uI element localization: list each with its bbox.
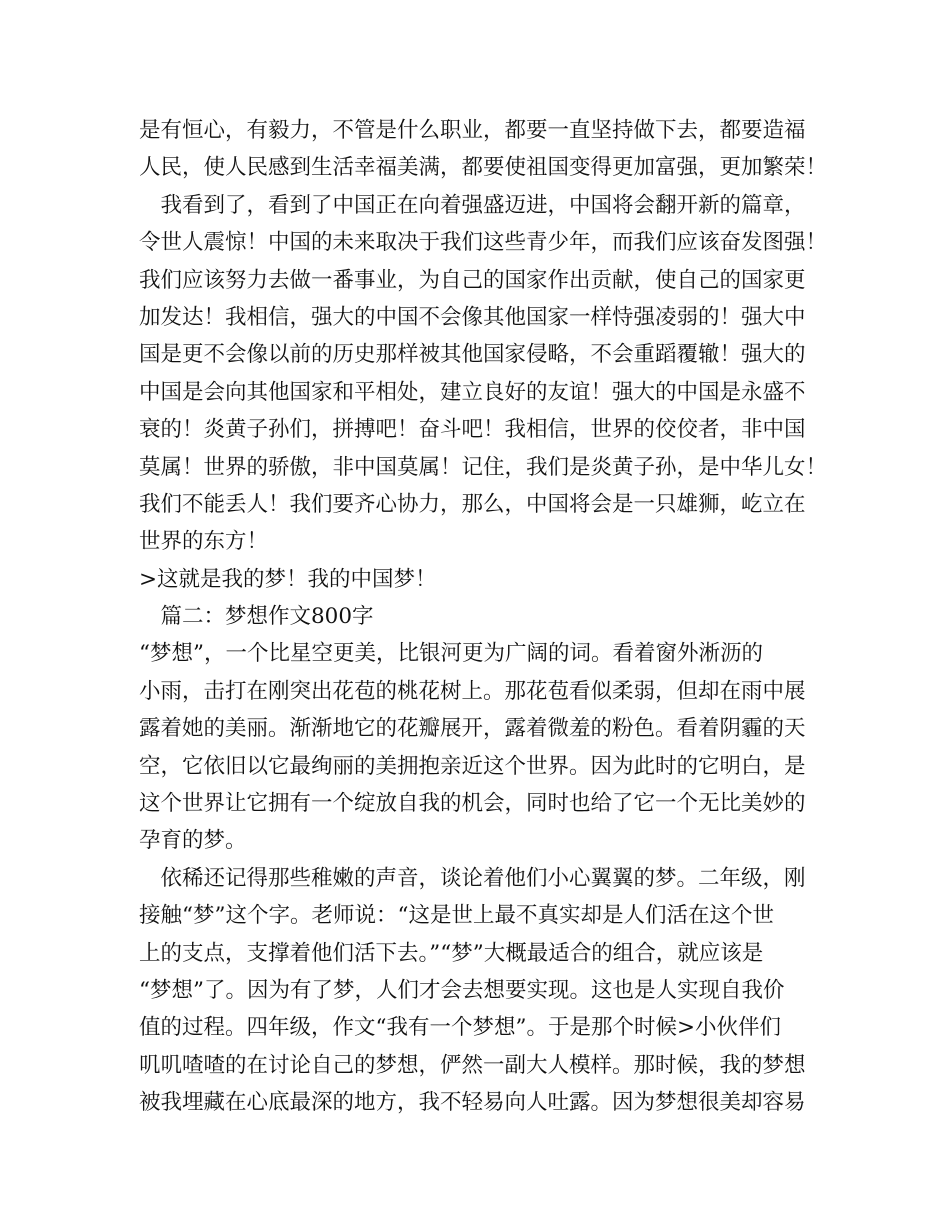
text-line: 被我埋藏在心底最深的地方，我不轻易向人吐露。因为梦想很美却容易 bbox=[139, 1090, 806, 1116]
text-line: 上的支点，支撑着他们活下去。”“梦”大概最适合的组合，就应该是 bbox=[139, 940, 764, 966]
text-line: 世界的东方！ bbox=[139, 529, 269, 555]
text-line: 空，它依旧以它最绚丽的美拥抱亲近这个世界。因为此时的它明白，是 bbox=[139, 753, 806, 779]
text-line: 依稀还记得那些稚嫩的声音，谈论着他们小心翼翼的梦。二年级，刚 bbox=[139, 865, 806, 891]
text-line: 令世人震惊！中国的未来取决于我们这些青少年，而我们应该奋发图强！ bbox=[139, 230, 828, 256]
text-line: 露着她的美丽。渐渐地它的花瓣展开，露着微羞的粉色。看着阴霾的天 bbox=[139, 716, 806, 742]
text-line: 我看到了，看到了中国正在向着强盛迈进，中国将会翻开新的篇章， bbox=[139, 192, 806, 218]
text-line: 中国是会向其他国家和平相处，建立良好的友谊！强大的中国是永盛不 bbox=[139, 379, 806, 405]
section-heading: 篇二：梦想作文800字 bbox=[139, 604, 374, 630]
text-line: 叽叽喳喳的在讨论自己的梦想，俨然一副大人模样。那时候，我的梦想 bbox=[139, 1052, 806, 1078]
text-line: 值的过程。四年级，作文“我有一个梦想”。于是那个时候>小伙伴们 bbox=[139, 1015, 782, 1041]
text-line: 我们不能丢人！我们要齐心协力，那么，中国将会是一只雄狮，屹立在 bbox=[139, 491, 806, 517]
text-line: 小雨，击打在刚突出花苞的桃花树上。那花苞看似柔弱，但却在雨中展 bbox=[139, 678, 806, 704]
text-line: 人民，使人民感到生活幸福美满，都要使祖国变得更加富强，更加繁荣！ bbox=[139, 155, 828, 181]
text-line: 是有恒心，有毅力，不管是什么职业，都要一直坚持做下去，都要造福 bbox=[139, 118, 806, 143]
text-line: “梦想”了。因为有了梦，人们才会去想要实现。这也是人实现自我价 bbox=[139, 977, 785, 1003]
text-line: 我们应该努力去做一番事业，为自己的国家作出贡献，使自己的国家更 bbox=[139, 267, 806, 293]
document-page bbox=[139, 112, 829, 1122]
text-line: 莫属！世界的骄傲，非中国莫属！记住，我们是炎黄子孙，是中华儿女！ bbox=[139, 454, 828, 480]
text-line: 加发达！我相信，强大的中国不会像其他国家一样恃强凌弱的！强大中 bbox=[139, 304, 806, 330]
text-line: >这就是我的梦！我的中国梦！ bbox=[139, 566, 437, 592]
text-line: 孕育的梦。 bbox=[139, 828, 247, 854]
text-line: 衰的！炎黄子孙们，拼搏吧！奋斗吧！我相信，世界的佼佼者，非中国 bbox=[139, 417, 806, 443]
text-line: 接触“梦”这个字。老师说：“这是世上最不真实却是人们活在这个世 bbox=[139, 903, 774, 929]
text-line: “梦想”，一个比星空更美，比银河更为广阔的词。看着窗外淅沥的 bbox=[139, 641, 763, 667]
text-line: 国是更不会像以前的历史那样被其他国家侵略，不会重蹈覆辙！强大的 bbox=[139, 342, 806, 368]
text-line: 这个世界让它拥有一个绽放自我的机会，同时也给了它一个无比美妙的 bbox=[139, 791, 806, 817]
